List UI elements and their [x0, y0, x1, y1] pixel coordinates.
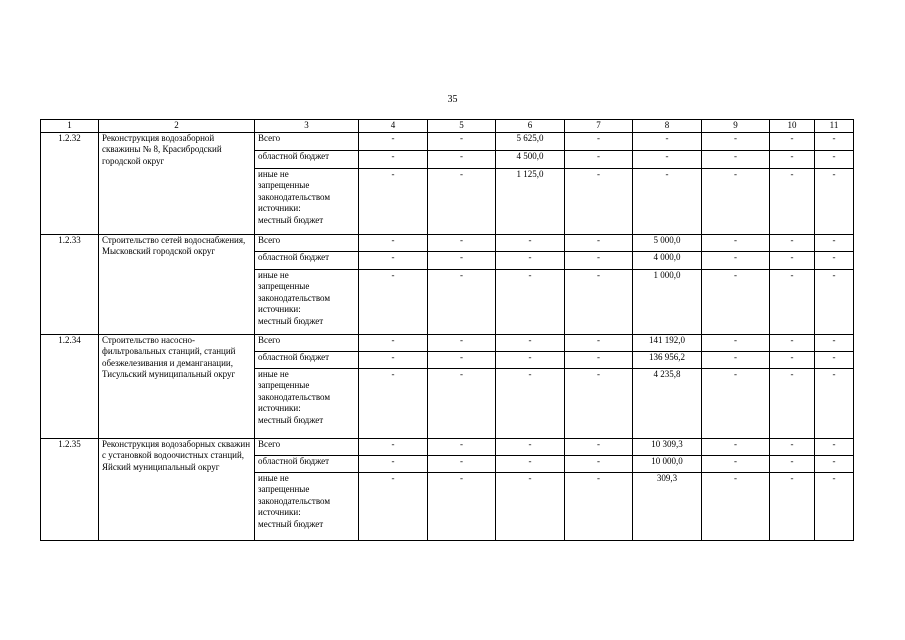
value-cell: - — [359, 234, 428, 251]
value-cell: - — [770, 168, 815, 234]
value-cell: - — [702, 269, 770, 334]
value-cell: - — [815, 269, 854, 334]
value-cell: - — [359, 472, 428, 540]
value-cell: - — [428, 168, 496, 234]
value-cell: - — [770, 150, 815, 168]
value-cell: - — [565, 168, 633, 234]
page-number: 35 — [447, 94, 458, 105]
value-cell: - — [815, 334, 854, 351]
value-cell: - — [633, 132, 702, 150]
value-cell: 141 192,0 — [633, 334, 702, 351]
value-cell: - — [815, 351, 854, 368]
value-cell: - — [702, 168, 770, 234]
value-cell: - — [815, 472, 854, 540]
value-cell: 5 625,0 — [496, 132, 565, 150]
source-label-other — [255, 472, 359, 540]
value-cell: - — [359, 168, 428, 234]
header-cell: 7 — [565, 120, 633, 133]
item-code: 1.2.33 — [41, 234, 99, 334]
source-line: законодательством — [258, 292, 331, 303]
value-cell: - — [702, 132, 770, 150]
value-cell: - — [565, 150, 633, 168]
value-cell: - — [565, 472, 633, 540]
value-cell: 1 125,0 — [496, 168, 565, 234]
value-cell: - — [770, 368, 815, 438]
value-cell: 4 235,8 — [633, 368, 702, 438]
value-cell: - — [359, 150, 428, 168]
item-name: Строительство сетей водоснабжения, Мысковский городской округ — [99, 234, 255, 334]
source-line: местный бюджет — [258, 315, 324, 326]
value-cell: - — [428, 269, 496, 334]
value-cell: - — [359, 334, 428, 351]
value-cell: 4 000,0 — [633, 251, 702, 269]
header-cell: 5 — [428, 120, 496, 133]
value-cell: - — [359, 368, 428, 438]
source-line: законодательством — [258, 391, 331, 402]
value-cell: - — [770, 269, 815, 334]
source-label: областной бюджет — [255, 251, 359, 269]
value-cell: 309,3 — [633, 472, 702, 540]
source-label-other — [255, 368, 359, 438]
value-cell: - — [815, 368, 854, 438]
source-line: иные не — [258, 269, 289, 280]
value-cell: - — [770, 334, 815, 351]
item-code: 1.2.35 — [41, 438, 99, 540]
value-cell: - — [428, 472, 496, 540]
value-cell: 10 000,0 — [633, 455, 702, 472]
value-cell: - — [496, 455, 565, 472]
value-cell: - — [496, 334, 565, 351]
value-cell: 5 000,0 — [633, 234, 702, 251]
value-cell: - — [496, 269, 565, 334]
source-label: Всего — [255, 132, 359, 150]
value-cell: - — [770, 234, 815, 251]
header-cell: 3 — [255, 120, 359, 133]
value-cell: - — [496, 251, 565, 269]
header-cell: 2 — [99, 120, 255, 133]
value-cell: - — [359, 269, 428, 334]
value-cell: - — [428, 438, 496, 455]
source-line: запрещенные — [258, 281, 310, 291]
value-cell: - — [770, 351, 815, 368]
value-cell: 10 309,3 — [633, 438, 702, 455]
value-cell: - — [565, 455, 633, 472]
value-cell: - — [633, 150, 702, 168]
source-label: Всего — [255, 438, 359, 455]
value-cell: - — [702, 351, 770, 368]
source-line: источники: — [258, 304, 301, 314]
source-label: областной бюджет — [255, 150, 359, 168]
value-cell: 1 000,0 — [633, 269, 702, 334]
value-cell: - — [702, 455, 770, 472]
source-line: законодательством — [258, 495, 331, 506]
value-cell: - — [815, 455, 854, 472]
funding-table — [40, 119, 854, 541]
source-line: иные не — [258, 472, 289, 483]
value-cell: - — [565, 351, 633, 368]
item-name: Реконструкция водозаборных скважин с установкой водоочистных станций, Яйский муниципальный округ — [99, 438, 255, 540]
value-cell: - — [565, 132, 633, 150]
value-cell: - — [359, 351, 428, 368]
source-label-other — [255, 168, 359, 234]
source-line: законодательством — [258, 191, 331, 202]
source-label: областной бюджет — [255, 351, 359, 368]
source-label: Всего — [255, 234, 359, 251]
header-cell: 6 — [496, 120, 565, 133]
value-cell: - — [565, 334, 633, 351]
value-cell: - — [815, 251, 854, 269]
table-row-total — [41, 132, 854, 150]
value-cell: - — [702, 334, 770, 351]
value-cell: - — [770, 438, 815, 455]
source-line: иные не — [258, 368, 289, 379]
value-cell: - — [428, 334, 496, 351]
value-cell: - — [565, 438, 633, 455]
item-code: 1.2.34 — [41, 334, 99, 438]
source-line: иные не — [258, 168, 289, 179]
value-cell: - — [702, 150, 770, 168]
header-cell: 1 — [41, 120, 99, 133]
value-cell: - — [428, 251, 496, 269]
value-cell: - — [633, 168, 702, 234]
value-cell: - — [815, 438, 854, 455]
value-cell: - — [702, 251, 770, 269]
value-cell: - — [770, 132, 815, 150]
value-cell: - — [428, 132, 496, 150]
source-line: запрещенные — [258, 180, 310, 190]
value-cell: - — [359, 251, 428, 269]
source-line: местный бюджет — [258, 518, 324, 529]
value-cell: - — [428, 455, 496, 472]
header-row — [41, 120, 854, 133]
value-cell: - — [428, 368, 496, 438]
value-cell: 136 956,2 — [633, 351, 702, 368]
header-cell: 4 — [359, 120, 428, 133]
item-name: Строительство насосно-фильтровальных станций, станций обезжелезивания и деманганации, Тисульский муниципальный округ — [99, 334, 255, 438]
value-cell: - — [565, 269, 633, 334]
source-label-other — [255, 269, 359, 334]
value-cell: - — [815, 168, 854, 234]
value-cell: - — [496, 351, 565, 368]
value-cell: - — [565, 368, 633, 438]
value-cell: - — [702, 234, 770, 251]
header-cell: 10 — [770, 120, 815, 133]
value-cell: - — [702, 472, 770, 540]
value-cell: - — [359, 455, 428, 472]
value-cell: - — [428, 234, 496, 251]
value-cell: - — [359, 438, 428, 455]
source-label: Всего — [255, 334, 359, 351]
value-cell: - — [428, 150, 496, 168]
value-cell: - — [359, 132, 428, 150]
header-cell: 11 — [815, 120, 854, 133]
value-cell: - — [702, 368, 770, 438]
source-line: местный бюджет — [258, 214, 324, 225]
value-cell: - — [815, 132, 854, 150]
item-name: Реконструкция водозаборной скважины № 8, Красибродский городской округ — [99, 132, 255, 234]
table-row-total — [41, 334, 854, 351]
value-cell: - — [428, 351, 496, 368]
header-cell: 9 — [702, 120, 770, 133]
header-cell: 8 — [633, 120, 702, 133]
source-line: источники: — [258, 403, 301, 413]
value-cell: - — [770, 472, 815, 540]
source-line: источники: — [258, 507, 301, 517]
source-line: местный бюджет — [258, 414, 324, 425]
table-row-total — [41, 234, 854, 251]
source-line: источники: — [258, 203, 301, 213]
source-line: запрещенные — [258, 484, 310, 494]
value-cell: - — [565, 251, 633, 269]
value-cell: - — [496, 368, 565, 438]
value-cell: - — [496, 472, 565, 540]
table-row-total — [41, 438, 854, 455]
value-cell: - — [815, 234, 854, 251]
value-cell: - — [770, 455, 815, 472]
value-cell: - — [496, 234, 565, 251]
value-cell: - — [815, 150, 854, 168]
source-label: областной бюджет — [255, 455, 359, 472]
value-cell: - — [770, 251, 815, 269]
value-cell: - — [702, 438, 770, 455]
item-code: 1.2.32 — [41, 132, 99, 234]
value-cell: 4 500,0 — [496, 150, 565, 168]
value-cell: - — [565, 234, 633, 251]
source-line: запрещенные — [258, 380, 310, 390]
value-cell: - — [496, 438, 565, 455]
